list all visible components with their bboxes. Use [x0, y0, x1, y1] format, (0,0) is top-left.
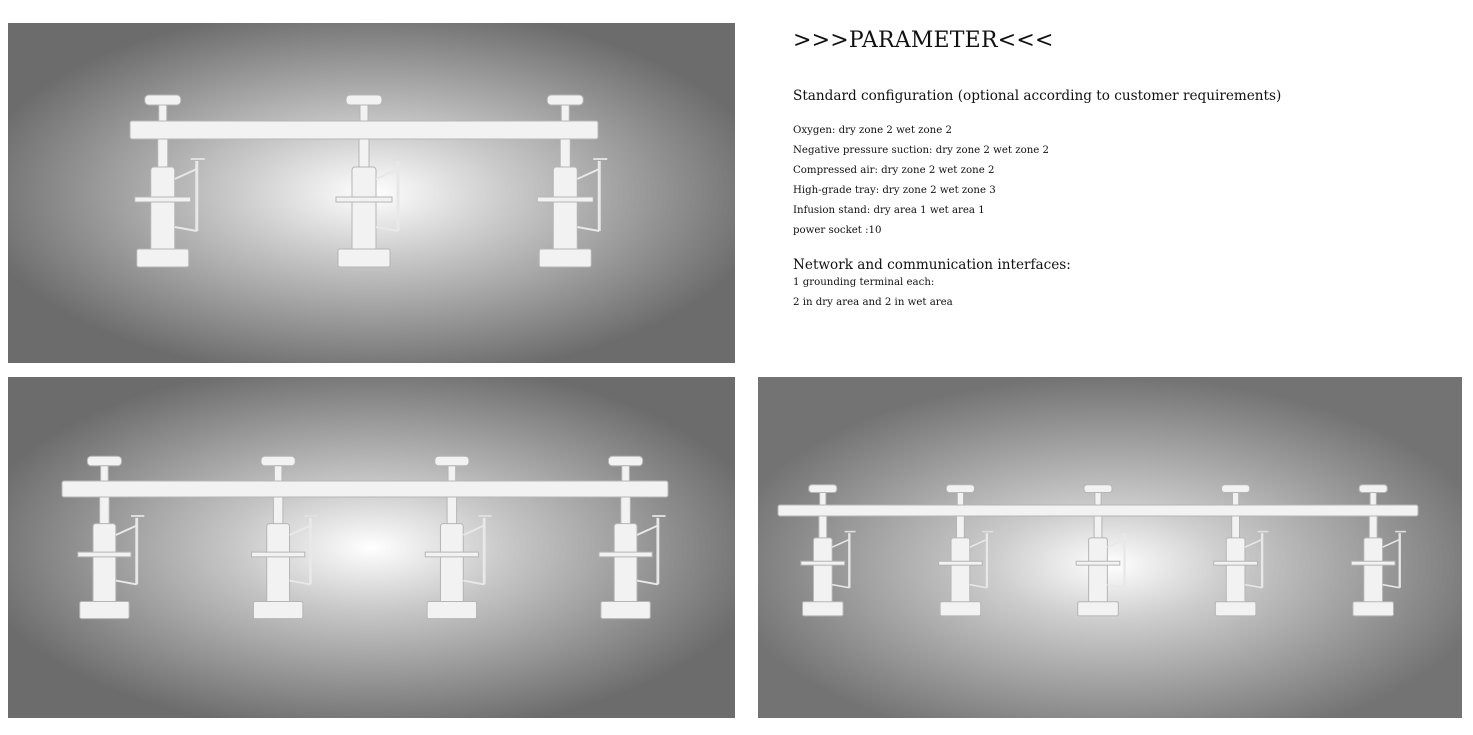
- network-heading: Network and communication interfaces:: [793, 257, 1071, 273]
- spec-compressed-air: Compressed air: dry zone 2 wet zone 2: [793, 165, 995, 176]
- spec-negative-pressure: Negative pressure suction: dry zone 2 wet zone 2: [793, 145, 1050, 156]
- product-image-four-pendants: [8, 377, 735, 718]
- spec-power-socket: power socket :10: [793, 225, 882, 236]
- spec-oxygen: Oxygen: dry zone 2 wet zone 2: [793, 125, 952, 136]
- pendant-bridge-illustration-5: [758, 377, 1462, 718]
- bridge-beam: [778, 505, 1418, 516]
- spec-grounding-terminal: 1 grounding terminal each:: [793, 277, 935, 288]
- pendant-bridge-illustration-4: [8, 377, 735, 718]
- spec-infusion-stand: Infusion stand: dry area 1 wet area 1: [793, 205, 985, 216]
- parameter-title: >>>PARAMETER<<<: [793, 28, 1054, 53]
- network-list: [793, 273, 1433, 313]
- bridge-beam: [130, 121, 598, 139]
- spec-tray: High-grade tray: dry zone 2 wet zone 3: [793, 185, 996, 196]
- standard-config-list: [793, 121, 1433, 241]
- product-image-three-pendants: [8, 23, 735, 363]
- parameter-section: [793, 28, 1433, 313]
- spec-dry-wet-area: 2 in dry area and 2 in wet area: [793, 297, 953, 308]
- pendant-bridge-illustration-3: [8, 23, 735, 363]
- standard-config-heading: Standard configuration (optional according to customer requirements): [793, 88, 1282, 104]
- product-image-five-pendants: [758, 377, 1462, 718]
- bridge-beam: [62, 481, 668, 497]
